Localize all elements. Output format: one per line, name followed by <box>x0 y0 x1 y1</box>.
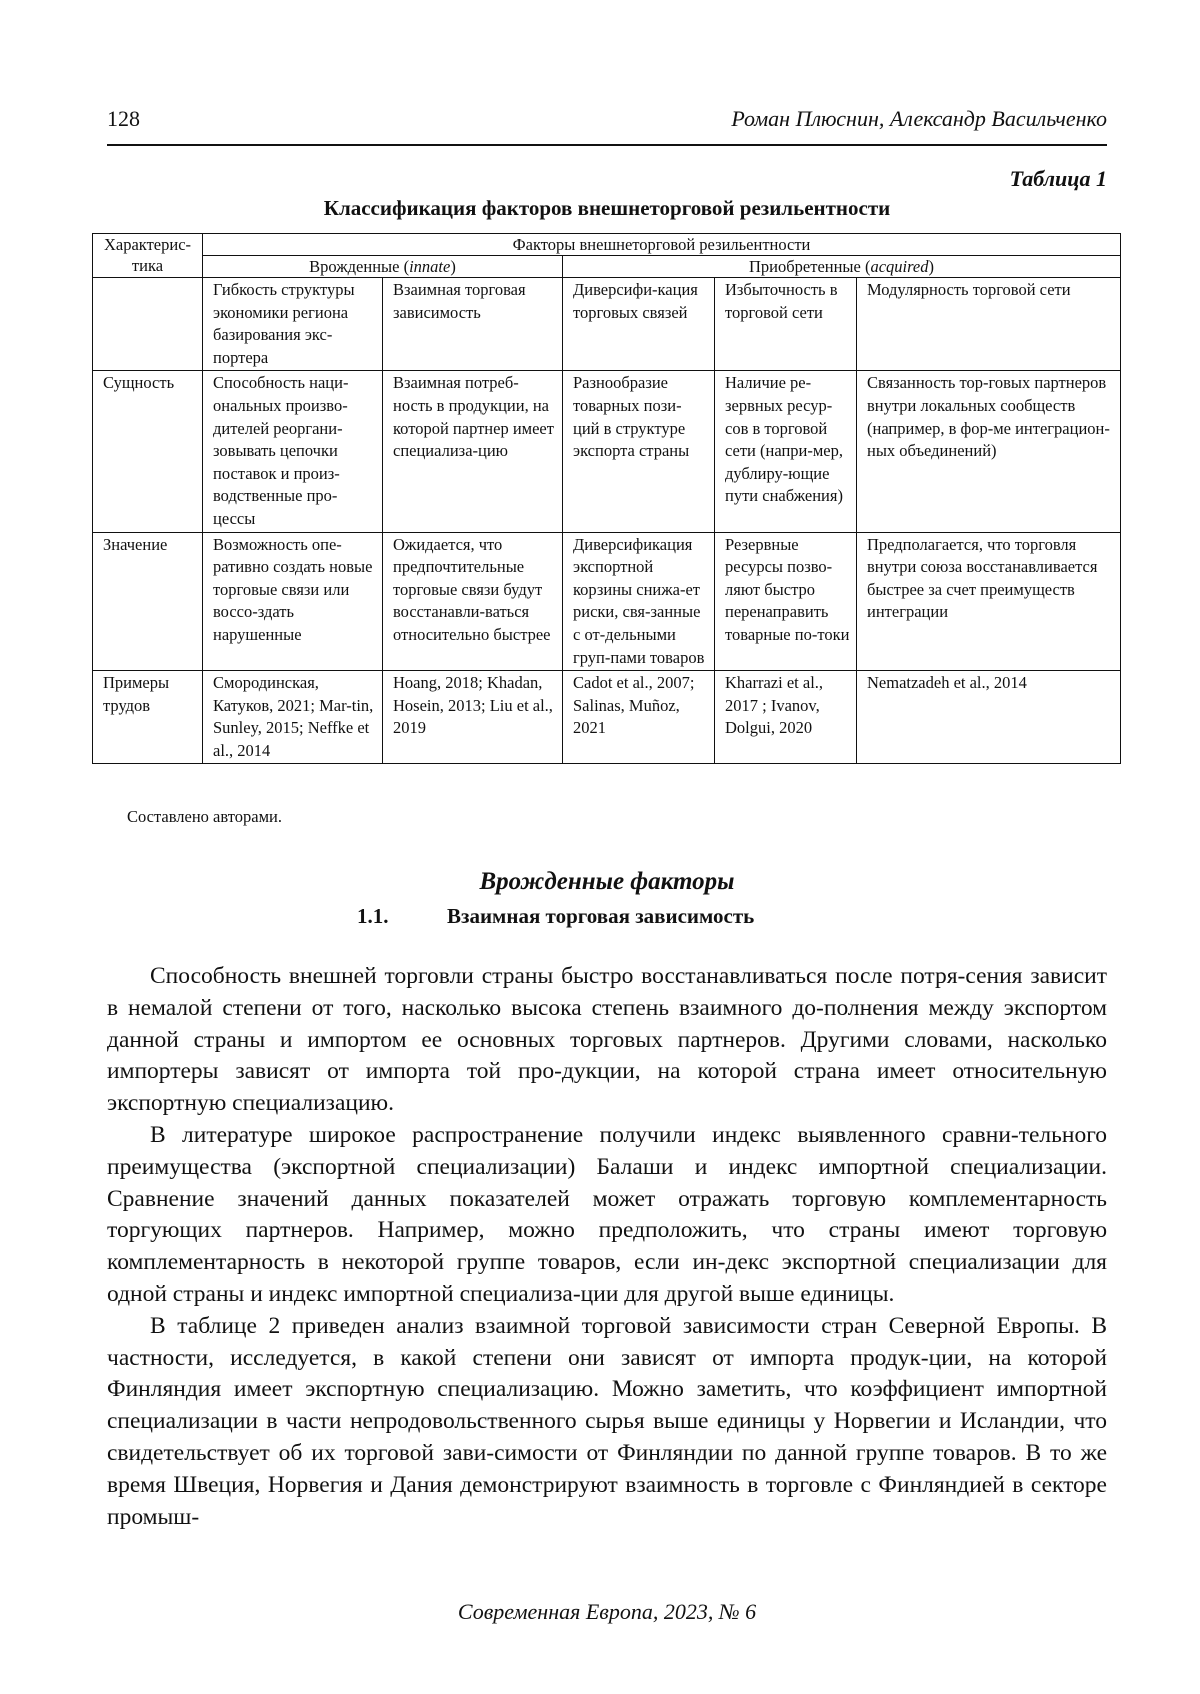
table-cell: Наличие ре-зервных ресур-сов в торговой сети (напри-мер, дублиру-ющие пути снабжения) <box>715 371 857 532</box>
subsection-title: Взаимная торговая зависимость <box>447 904 755 928</box>
table-header-row <box>93 234 1121 256</box>
table-cell: Взаимная потреб-ность в продукции, на которой партнер имеет специализа-цию <box>383 371 563 532</box>
innate-group-header: Врожденные (innate) <box>203 256 563 278</box>
table-row <box>93 371 1121 532</box>
row-label: Сущность <box>93 371 203 532</box>
table-cell: Смородинская, Катуков, 2021; Mar-tin, Sunley, 2015; Neffke et al., 2014 <box>203 671 383 764</box>
corner-header: Характерис-тика <box>93 234 203 278</box>
group-header: Факторы внешнеторговой резильентности <box>203 234 1121 256</box>
table-cell: Разнообразие товарных пози-ций в структуре экспорта страны <box>563 371 715 532</box>
section-title: Врожденные факторы <box>479 868 735 895</box>
table-column-headers <box>93 278 1121 371</box>
subsection-number: 1.1. <box>357 904 389 928</box>
page-number: 128 <box>107 106 140 131</box>
table-cell: Способность наци-ональных произво-дителей реоргани-зовывать цепочки поставок и произ-водственные про-цессы <box>203 371 383 532</box>
innate-term: innate <box>409 257 451 276</box>
table-title: Классификация факторов внешнеторговой резильентности <box>323 196 891 220</box>
acquired-term: acquired <box>870 257 929 276</box>
table-row <box>93 532 1121 671</box>
table-cell: Ожидается, что предпочтительные торговые связи будут восстанавли-ваться относительно быстрее <box>383 532 563 671</box>
journal-footer: Современная Европа, 2023, № 6 <box>457 1599 757 1624</box>
paragraph: Способность внешней торговли страны быстро восстанавливаться после потря-сения зависит в немалой степени от того, насколько высока степень взаимного до-полнения между экспортом данной страны и импортом ее основных торговых партнеров. Другими словами, насколько импортеры зависят от импорта той про-дукции, на которой страна имеет относительную экспортную специализацию. <box>107 963 1107 1117</box>
table-cell: Связанность тор-говых партнеров внутри локальных сообществ (например, в фор-ме интеграцион-ных объединений) <box>857 371 1121 532</box>
column-header: Взаимная торговая зависимость <box>383 278 563 371</box>
table-source-note: Составлено авторами. <box>127 807 282 826</box>
table-cell: Предполагается, что торговля внутри союза восстанавливается быстрее за счет преимуществ интеграции <box>857 532 1121 671</box>
empty-corner-cell <box>93 278 203 371</box>
table-cell: Cadot et al., 2007; Salinas, Muñoz, 2021 <box>563 671 715 764</box>
table-cell: Nematzadeh et al., 2014 <box>857 671 1121 764</box>
table-cell: Возможность опе-ративно создать новые торговые связи или воссо-здать нарушенные <box>203 532 383 671</box>
table-subgroup-row <box>93 256 1121 278</box>
running-head-authors: Роман Плюснин, Александр Васильченко <box>731 106 1107 131</box>
paragraph: В литературе широкое распространение получили индекс выявленного сравни-тельного преимущества (экспортной специализации) Балаши и индекс импортной специализации. Сравнение значений данных показателей может отражать торговую комплементарность торгующих партнеров. Например, можно предположить, что страны имеют торговую комплементарность в некоторой группе товаров, если ин-декс экспортной специализации для одной страны и индекс импортной специализа-ции для другой выше единицы. <box>107 1121 1107 1307</box>
column-header: Гибкость структуры экономики региона базирования экс-портера <box>203 278 383 371</box>
row-label: Значение <box>93 532 203 671</box>
column-header: Диверсифи-кация торговых связей <box>563 278 715 371</box>
paragraph: В таблице 2 приведен анализ взаимной торговой зависимости стран Северной Европы. В частности, исследуется, в какой степени они зависят от импорта продук-ции, на которой Финляндия имеет экспортную специализацию. Можно заметить, что коэффициент импортной специализации в части непродовольственного сырья выше единицы у Норвегии и Исландии, что свидетельствует об их торговой зави-симости от Финляндии по данной группе товаров. В то же время Швеция, Норвегия и Дания демонстрируют взаимность в торговле с Финляндией в секторе промыш- <box>107 1312 1107 1530</box>
column-header: Избыточность в торговой сети <box>715 278 857 371</box>
table-cell: Hoang, 2018; Khadan, Hosein, 2013; Liu et al., 2019 <box>383 671 563 764</box>
table-cell: Резервные ресурсы позво-ляют быстро перенаправить товарные по-токи <box>715 532 857 671</box>
page-header <box>107 100 1107 146</box>
acquired-group-header: Приобретенные (acquired) <box>563 256 1121 278</box>
table-cell: Диверсификация экспортной корзины снижа-ет риски, свя-занные с от-дельными груп-пами товаров <box>563 532 715 671</box>
table-cell: Kharrazi et al., 2017 ; Ivanov, Dolgui, 2020 <box>715 671 857 764</box>
table-row <box>93 671 1121 764</box>
row-label: Примеры трудов <box>93 671 203 764</box>
table-label: Таблица 1 <box>1009 166 1107 191</box>
classification-table <box>92 233 1121 764</box>
body-text <box>107 961 1107 1533</box>
column-header: Модулярность торговой сети <box>857 278 1121 371</box>
